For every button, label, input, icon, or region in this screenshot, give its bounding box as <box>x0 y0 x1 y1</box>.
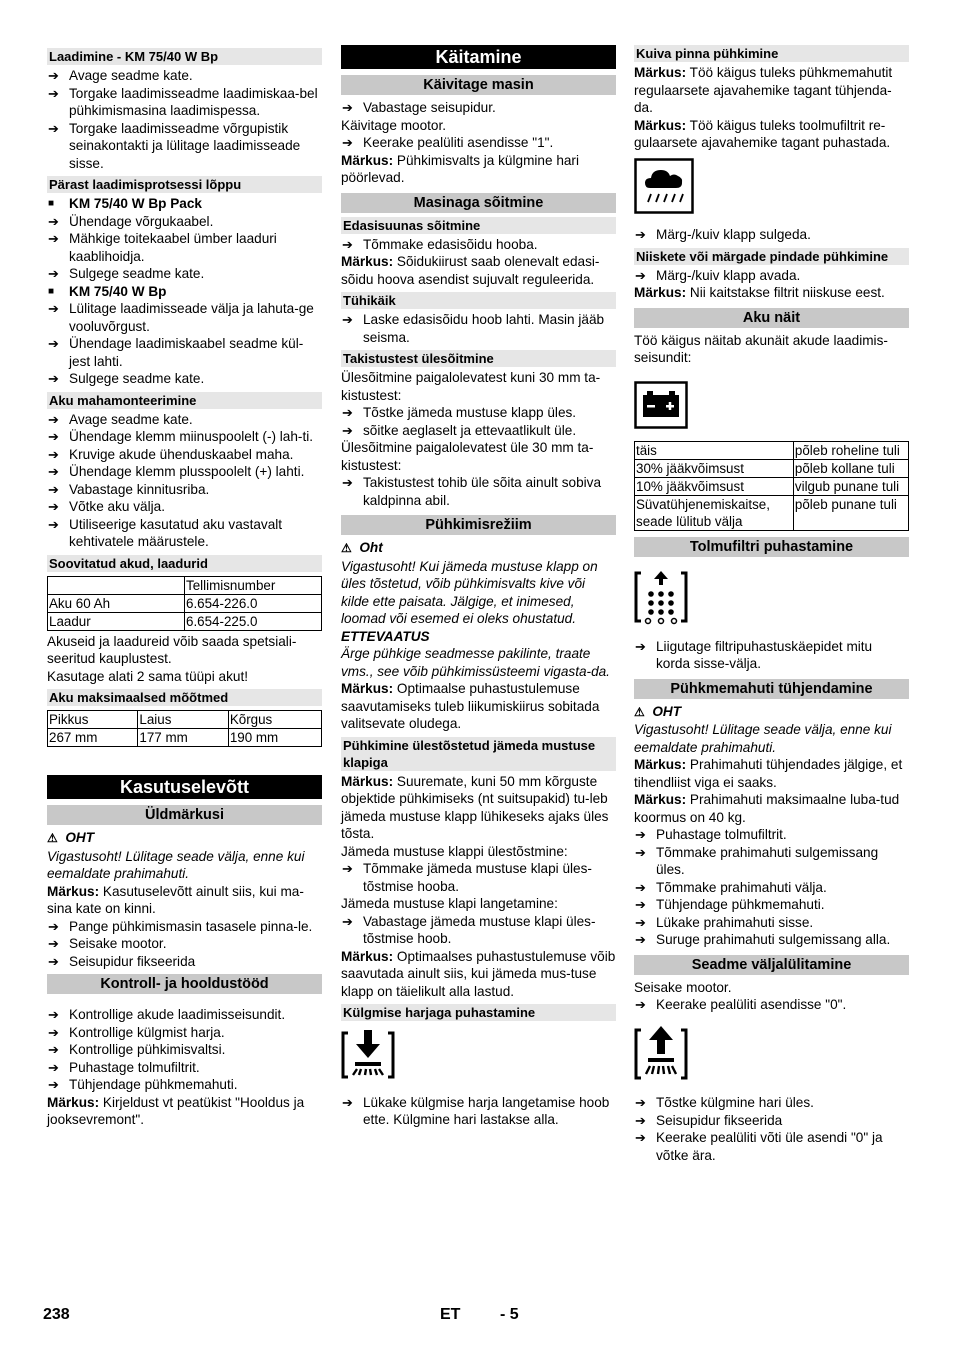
list-item: ➔ Kontrollige külgmist harja. <box>48 1024 225 1040</box>
paragraph: Käivitage mootor. <box>341 117 447 133</box>
table-row <box>48 612 322 630</box>
note: Märkus: Kirjeldust vt peatükist "Hooldus ja jooksevremont". <box>47 1094 305 1127</box>
arrow-icon: ➔ <box>48 464 59 479</box>
heading-tolmufiltri: Tolmufiltri puhastamine <box>634 537 909 557</box>
arrow-icon: ➔ <box>342 236 353 252</box>
page-number: 238 <box>43 1306 70 1323</box>
arrow-icon: ➔ <box>635 914 646 930</box>
paragraph: Seisake mootor. <box>634 979 732 995</box>
list-item: ➔ Ühendage laadimiskaabel seadme kül-jest lahti. <box>48 336 304 369</box>
heading-kasutuselevott: Kasutuselevõtt <box>47 775 322 799</box>
list-item: ➔ Vabastage seisupidur. <box>342 100 496 115</box>
table-cell: vilgub punane tuli <box>793 478 908 496</box>
heading-puhkimisreziim: Pühkimisrežiim <box>341 515 616 535</box>
list-item: ➔ Suruge prahimahuti sulgemissang alla. <box>635 932 891 947</box>
list-item: ➔ Pange pühkimismasin tasasele pinna-le. <box>48 918 313 934</box>
sub-page-number: - 5 <box>500 1306 519 1323</box>
arrow-icon: ➔ <box>635 227 646 242</box>
caution-text: Ärge pühkige seadmesse pakilinte, traate vms., see võib pühkimissüsteemi vigasta-da. <box>341 646 610 679</box>
arrow-icon: ➔ <box>48 371 59 386</box>
table-row <box>635 442 909 460</box>
heading-parast: Pärast laadimisprotsessi lõppu <box>47 176 322 193</box>
list-item: ➔ Lükake külgmise harja langetamise hoob ette. Külgmine hari lastakse alla. <box>342 1094 610 1127</box>
arrow-icon: ➔ <box>48 516 59 532</box>
arrow-icon: ➔ <box>48 1059 59 1075</box>
arrow-icon: ➔ <box>48 499 59 514</box>
heading-kontroll: Kontroll- ja hooldustööd <box>47 974 322 994</box>
arrow-icon: ➔ <box>48 1024 59 1040</box>
arrow-icon: ➔ <box>48 231 59 246</box>
list-item: ➔ Kruvige akude ühenduskaabel maha. <box>48 446 294 462</box>
arrow-icon: ➔ <box>48 429 59 444</box>
column-1 <box>47 44 322 1129</box>
arrow-icon: ➔ <box>342 422 353 438</box>
heading-ulestostetud: Pühkimine ülestõstetud jämeda mustuse klapiga <box>341 737 616 771</box>
list-item: ➔ Tõmmake prahimahuti välja. <box>635 879 827 895</box>
list-item: ➔ Puhastage tolmufiltrit. <box>48 1059 200 1075</box>
list-item: ➔ Takistustest tohib üle sõita ainult sobiva kaldpinna abil. <box>342 475 602 508</box>
list-item: ➔ Torgake laadimisseadme laadimiskaa-bel pühkimismasina laadimispessa. <box>48 85 318 118</box>
heading-masinaga: Masinaga sõitmine <box>341 193 616 213</box>
list-item: ➔ Avage seadme kate. <box>48 411 193 427</box>
list-item: ➔ Vabastage jämeda mustuse klapi üles-tõstmise hoob. <box>342 913 596 946</box>
list-item: ➔ Keerake pealüliti asendisse "1". <box>342 135 554 150</box>
arrow-icon: ➔ <box>635 879 646 895</box>
list-item: ➔ Vabastage kinnitusriba. <box>48 481 210 497</box>
filter-cleaning-icon <box>634 569 909 630</box>
rain-cloud-icon <box>634 158 909 219</box>
heading-niiske: Niiskete või märgade pindade pühkimine <box>634 248 909 265</box>
arrow-icon: ➔ <box>342 405 353 420</box>
arrow-icon: ➔ <box>48 1007 59 1022</box>
warning-icon: ⚠ <box>47 831 58 845</box>
arrow-icon: ➔ <box>635 638 646 654</box>
note: Märkus: Sõidukiirust saab olenevalt edasi-sõidu hoova asendist sujuvalt reguleerida. <box>341 254 600 287</box>
table-cell: 190 mm <box>228 729 321 747</box>
column-3 <box>634 44 909 1164</box>
heading-edasi: Edasisuunas sõitmine <box>341 217 616 234</box>
table-cell: Laius <box>138 711 228 729</box>
list-item: ➔ Võtke aku välja. <box>48 499 165 514</box>
heading-puhkmemahuti: Pühkmemahuti tühjendamine <box>634 679 909 699</box>
arrow-icon: ➔ <box>342 475 353 490</box>
arrow-icon: ➔ <box>342 100 353 115</box>
list-item: ➔ Tõmmake edasisõidu hooba. <box>342 236 538 252</box>
table-cell: täis <box>635 442 794 460</box>
list-item: ➔ Laske edasisõidu hoob lahti. Masin jääb seisma. <box>342 312 605 345</box>
side-brush-raise-icon <box>634 1024 909 1087</box>
table-cell: Aku 60 Ah <box>48 594 185 612</box>
arrow-icon: ➔ <box>48 301 59 316</box>
arrow-icon: ➔ <box>48 481 59 497</box>
heading-valjalulitamine: Seadme väljalülitamine <box>634 955 909 975</box>
list-item: ➔ Kontrollige pühkimisvaltsi. <box>48 1042 226 1057</box>
paragraph: Kasutage alati 2 sama tüüpi akut! <box>47 668 249 684</box>
note: Märkus: Töö käigus tuleks toolmufiltrit re-gulaarsete ajavahemike tagant puhastada. <box>634 117 891 150</box>
heading-kaitamine: Käitamine <box>341 45 616 69</box>
heading-soovitatud: Soovitatud akud, laadurid <box>47 555 322 572</box>
table-cell: 6.654-226.0 <box>185 594 322 612</box>
table-cell: põleb kollane tuli <box>793 460 908 478</box>
arrow-icon: ➔ <box>48 446 59 462</box>
list-item: ➔ Märg-/kuiv klapp avada. <box>635 267 801 283</box>
arrow-icon: ➔ <box>635 897 646 912</box>
note: Märkus: Prahimahuti maksimaalne luba-tud koormus on 40 kg. <box>634 792 900 825</box>
heading-uldmarkusi: Üldmärkusi <box>47 805 322 825</box>
square-bullet-icon: ■ <box>48 198 55 209</box>
arrow-icon: ➔ <box>48 936 59 951</box>
heading-aku-mahamonteerimine: Aku mahamonteerimine <box>47 392 322 409</box>
list-item: ➔ Liigutage filtripuhastuskäepidet mitu korda sisse-välja. <box>635 638 873 671</box>
heading-kaivitage: Käivitage masin <box>341 75 616 95</box>
arrow-icon: ➔ <box>342 1094 353 1110</box>
list-item: ➔ Lükake prahimahuti sisse. <box>635 914 814 930</box>
note: Märkus: Optimaalse puhastustulemuse saavutamiseks tuleb liikumiskiirus sobitada valitsevate oludega. <box>341 681 600 731</box>
list-item: ➔ Torgake laadimisseadme võrgupistik seinakontakti ja lülitage laadimisseade sisse. <box>48 120 301 171</box>
list-item: ➔ Avage seadme kate. <box>48 68 193 83</box>
column-2 <box>341 44 616 1129</box>
paragraph: Akuseid ja laadureid võib saada spetsiali-seeritud kauplustest. <box>47 633 297 666</box>
warning-label: ⚠ OHT <box>47 830 95 845</box>
heading-tuhikaik: Tühikäik <box>341 292 616 309</box>
arrow-icon: ➔ <box>635 997 646 1012</box>
list-item: ➔ Tõmmake jämeda mustuse klapi üles-tõstmise hooba. <box>342 861 592 894</box>
list-item: ➔ Tühjendage pühkmemahuti. <box>635 897 825 912</box>
table-cell: Pikkus <box>48 711 138 729</box>
list-item: ➔ Seisupidur fikseerida <box>48 953 196 969</box>
list-item: ➔ Ühendage võrgukaabel. <box>48 213 214 229</box>
arrow-icon: ➔ <box>48 411 59 427</box>
arrow-icon: ➔ <box>48 266 59 281</box>
arrow-icon: ➔ <box>635 844 646 860</box>
arrow-icon: ➔ <box>48 85 59 101</box>
battery-icon <box>634 381 909 434</box>
table-cell: 267 mm <box>48 729 138 747</box>
arrow-icon: ➔ <box>48 953 59 969</box>
paragraph: Töö käigus näitab akunäit akude laadimis-seisundit: <box>634 332 888 365</box>
caution-label: ETTEVAATUS <box>341 628 430 644</box>
table-cell: Laadur <box>48 612 185 630</box>
table-row <box>635 460 909 478</box>
note: Märkus: Kasutuselevõtt ainult siis, kui ma-sina kate on kinni. <box>47 883 304 916</box>
arrow-icon: ➔ <box>635 1130 646 1145</box>
heading-aku-moodud: Aku maksimaalsed mõõtmed <box>47 689 322 706</box>
heading-kuiva: Kuiva pinna pühkimine <box>634 45 909 62</box>
heading-takistus: Takistustest ülesõitmine <box>341 350 616 367</box>
heading-kulgmise: Külgmise harjaga puhastamine <box>341 1004 616 1021</box>
table-cell: 30% jääkvõimsust <box>635 460 794 478</box>
table-row <box>635 496 909 531</box>
arrow-icon: ➔ <box>635 267 646 283</box>
note: Märkus: Nii kaitstakse filtrit niiskuse eest. <box>634 285 885 300</box>
arrow-icon: ➔ <box>342 312 353 327</box>
list-item: ➔ Ühendage klemm miinuspoolelt (-) lah-ti. <box>48 429 314 444</box>
square-bullet-icon: ■ <box>48 285 55 297</box>
list-item: ➔ Tühjendage pühkmemahuti. <box>48 1077 238 1092</box>
arrow-icon: ➔ <box>48 1042 59 1057</box>
list-item: ➔ Mähkige toitekaabel ümber laaduri kaablihoidja. <box>48 231 277 264</box>
recommended-table <box>47 576 322 631</box>
warning-text: Vigastusoht! Kui jämeda mustuse klapp on üles tõstetud, võib pühkimisvalts kive või kilde ette paisata. Jälgige, et inimesed, loomad või esemed ei oleks ohustatud. <box>341 558 598 626</box>
table-cell: põleb roheline tuli <box>793 442 908 460</box>
list-item: ➔ Puhastage tolmufiltrit. <box>635 827 787 842</box>
arrow-icon: ➔ <box>342 135 353 150</box>
list-item: ➔ Sulgege seadme kate. <box>48 371 205 386</box>
note: Märkus: Pühkimisvalts ja külgmine hari pöörlevad. <box>341 152 579 185</box>
list-item: ➔ Keerake pealüliti võti üle asendi "0" ja võtke ära. <box>635 1130 883 1163</box>
list-item: ■ KM 75/40 W Bp Pack <box>48 196 202 211</box>
arrow-icon: ➔ <box>342 913 353 929</box>
table-cell <box>48 576 185 594</box>
warning-label: ⚠ Oht <box>341 540 383 555</box>
list-item: ➔ Tõmmake prahimahuti sulgemissang üles. <box>635 844 879 877</box>
arrow-icon: ➔ <box>48 120 59 136</box>
warning-label: ⚠ OHT <box>634 703 682 719</box>
note: Märkus: Töö käigus tuleks pühkmemahutit regulaarsete ajavahemike tagant tühjenda-da. <box>634 65 893 115</box>
warning-icon: ⚠ <box>341 541 352 555</box>
warning-text: Vigastusoht! Lülitage seade välja, enne kui eemaldate prahimahuti. <box>634 722 892 755</box>
table-row <box>48 576 322 594</box>
warning-text: Vigastusoht! Lülitage seade välja, enne kui eemaldate prahimahuti. <box>47 848 305 881</box>
arrow-icon: ➔ <box>635 932 646 947</box>
table-cell: 6.654-225.0 <box>185 612 322 630</box>
list-item: ➔ sõitke aeglaselt ja ettevaatlikult üle. <box>342 422 577 438</box>
arrow-icon: ➔ <box>48 1077 59 1092</box>
arrow-icon: ➔ <box>342 861 353 876</box>
table-cell: 10% jääkvõimsust <box>635 478 794 496</box>
heading-aku-nait: Aku näit <box>634 308 909 328</box>
language-code: ET <box>440 1306 461 1323</box>
table-row <box>48 729 322 747</box>
note: Märkus: Optimaalses puhastustulemuse võib saavutada ainult siis, kui jämeda mus-tuse klapp on täielikult alla lastud. <box>341 948 616 999</box>
list-item: ➔ Tõstke külgmine hari üles. <box>635 1095 814 1110</box>
arrow-icon: ➔ <box>48 213 59 229</box>
table-cell: Tellimisnumber <box>185 576 322 594</box>
table-row <box>48 594 322 612</box>
arrow-icon: ➔ <box>635 827 646 842</box>
list-item: ➔ Lülitage laadimisseade välja ja lahuta-ge vooluvõrgust. <box>48 301 314 334</box>
table-cell: 177 mm <box>138 729 228 747</box>
list-item: ➔ Seisake mootor. <box>48 936 167 951</box>
arrow-icon: ➔ <box>48 336 59 351</box>
paragraph: Jämeda mustuse klapi langetamine: <box>341 896 558 911</box>
arrow-icon: ➔ <box>48 68 59 83</box>
paragraph: Ülesõitmine paigalolevatest kuni 30 mm ta-kistustest: <box>341 370 601 403</box>
table-cell: põleb punane tuli <box>793 496 908 531</box>
table-row <box>48 711 322 729</box>
arrow-icon: ➔ <box>635 1112 646 1128</box>
list-item: ➔ Kontrollige akude laadimisseisundit. <box>48 1007 286 1022</box>
arrow-icon: ➔ <box>48 918 59 934</box>
table-cell: Kõrgus <box>228 711 321 729</box>
dimensions-table <box>47 710 322 747</box>
paragraph: Jämeda mustuse klappi ülestõstmine: <box>341 843 568 859</box>
table-cell: Süvatühjenemiskaitse, seade lülitub välja <box>635 496 794 531</box>
warning-icon: ⚠ <box>634 704 645 719</box>
battery-status-table <box>634 441 909 531</box>
list-item: ■ KM 75/40 W Bp <box>48 283 167 299</box>
arrow-icon: ➔ <box>635 1095 646 1110</box>
paragraph: Ülesõitmine paigalolevatest üle 30 mm ta-kistustest: <box>341 440 594 473</box>
heading-laadimine: Laadimine - KM 75/40 W Bp <box>47 48 322 65</box>
side-brush-lower-icon <box>341 1027 616 1086</box>
list-item: ➔ Seisupidur fikseerida <box>635 1112 783 1128</box>
list-item: ➔ Sulgege seadme kate. <box>48 266 205 281</box>
list-item: ➔ Utiliseerige kasutatud aku vastavalt kehtivatele määrustele. <box>48 516 283 549</box>
note: Märkus: Prahimahuti tühjendades jälgige, et tihendliist viga ei saaks. <box>634 757 903 790</box>
table-row <box>635 478 909 496</box>
list-item: ➔ Keerake pealüliti asendisse "0". <box>635 997 847 1012</box>
list-item: ➔ Ühendage klemm plusspoolelt (+) lahti. <box>48 464 305 479</box>
list-item: ➔ Märg-/kuiv klapp sulgeda. <box>635 227 811 242</box>
note: Märkus: Suuremate, kuni 50 mm kõrguste objektide pühkimiseks (nt suitsupakid) tu-leb jämeda mustuse klapp lühikeseks ajaks üles tõsta. <box>341 773 609 841</box>
list-item: ➔ Tõstke jämeda mustuse klapp üles. <box>342 405 577 420</box>
